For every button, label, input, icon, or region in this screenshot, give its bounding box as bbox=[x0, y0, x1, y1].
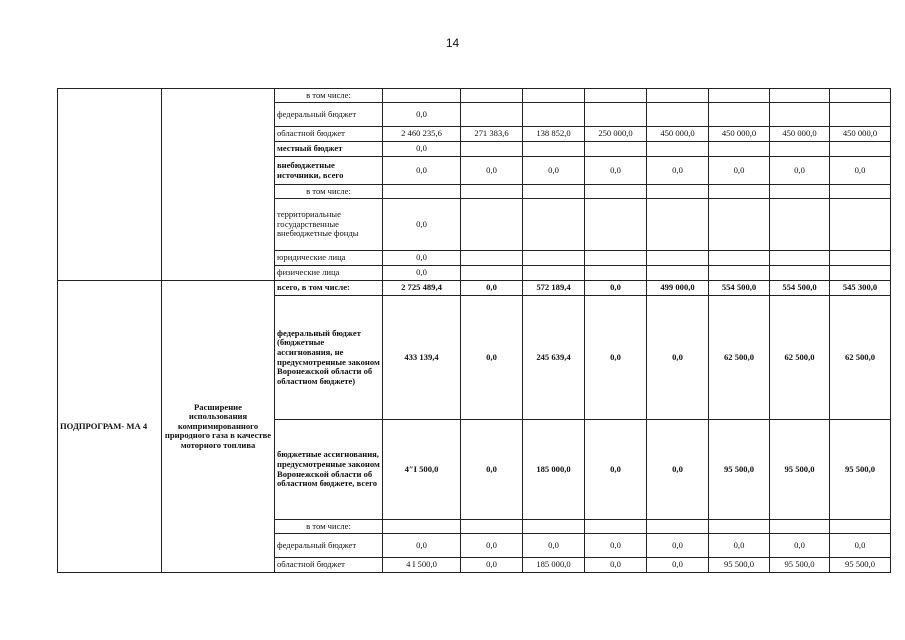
total-amount-cell: 4″I 500,0 bbox=[383, 420, 461, 520]
year-amount-cell bbox=[461, 520, 523, 534]
year-amount-cell bbox=[830, 520, 891, 534]
total-amount-cell: 0,0 bbox=[383, 534, 461, 558]
year-amount-cell bbox=[647, 142, 709, 157]
year-amount-cell: 545 300,0 bbox=[830, 281, 891, 296]
year-amount-cell bbox=[523, 520, 585, 534]
year-amount-cell bbox=[461, 185, 523, 199]
year-amount-cell bbox=[461, 251, 523, 266]
funding-source-label: федеральный бюджет (бюджетные ассигнования, не предусмотренные законом Воронежской области об областном бюджете) bbox=[275, 296, 383, 420]
year-amount-cell bbox=[770, 103, 830, 127]
year-amount-cell bbox=[585, 266, 647, 281]
total-amount-cell: 0,0 bbox=[383, 103, 461, 127]
year-amount-cell: 0,0 bbox=[770, 534, 830, 558]
year-amount-cell: 95 500,0 bbox=[770, 420, 830, 520]
year-amount-cell bbox=[461, 266, 523, 281]
year-amount-cell: 0,0 bbox=[647, 558, 709, 573]
year-amount-cell bbox=[830, 266, 891, 281]
total-amount-cell: 0,0 bbox=[383, 157, 461, 185]
year-amount-cell bbox=[585, 199, 647, 251]
year-amount-cell: 0,0 bbox=[709, 157, 770, 185]
year-amount-cell bbox=[461, 142, 523, 157]
total-amount-cell: 0,0 bbox=[383, 199, 461, 251]
year-amount-cell bbox=[830, 142, 891, 157]
funding-source-label: территориальные государственные внебюджетные фонды bbox=[275, 199, 383, 251]
year-amount-cell: 95 500,0 bbox=[709, 420, 770, 520]
year-amount-cell: 95 500,0 bbox=[830, 420, 891, 520]
year-amount-cell bbox=[770, 89, 830, 103]
funding-source-label: в том числе: bbox=[275, 520, 383, 534]
year-amount-cell: 250 000,0 bbox=[585, 127, 647, 142]
year-amount-cell: 185 000,0 bbox=[523, 558, 585, 573]
total-amount-cell: 2 460 235,6 bbox=[383, 127, 461, 142]
funding-source-label: областной бюджет bbox=[275, 558, 383, 573]
funding-source-label: в том числе: bbox=[275, 185, 383, 199]
year-amount-cell bbox=[585, 251, 647, 266]
funding-source-label: федеральный бюджет bbox=[275, 534, 383, 558]
funding-source-label: в том числе: bbox=[275, 89, 383, 103]
year-amount-cell bbox=[585, 142, 647, 157]
total-amount-cell: 433 139,4 bbox=[383, 296, 461, 420]
year-amount-cell: 62 500,0 bbox=[709, 296, 770, 420]
year-amount-cell bbox=[647, 199, 709, 251]
year-amount-cell bbox=[647, 251, 709, 266]
budget-table bbox=[57, 88, 891, 573]
year-amount-cell: 0,0 bbox=[585, 281, 647, 296]
total-amount-cell: 2 725 489,4 bbox=[383, 281, 461, 296]
year-amount-cell: 450 000,0 bbox=[709, 127, 770, 142]
year-amount-cell: 0,0 bbox=[585, 157, 647, 185]
year-amount-cell: 0,0 bbox=[647, 157, 709, 185]
total-amount-cell: 4 I 500,0 bbox=[383, 558, 461, 573]
funding-source-label: внебюджетные источники, всего bbox=[275, 157, 383, 185]
year-amount-cell bbox=[709, 266, 770, 281]
year-amount-cell bbox=[709, 103, 770, 127]
year-amount-cell: 0,0 bbox=[647, 420, 709, 520]
year-amount-cell bbox=[647, 266, 709, 281]
year-amount-cell bbox=[523, 89, 585, 103]
year-amount-cell: 499 000,0 bbox=[647, 281, 709, 296]
year-amount-cell: 95 500,0 bbox=[770, 558, 830, 573]
year-amount-cell: 138 852,0 bbox=[523, 127, 585, 142]
year-amount-cell: 0,0 bbox=[523, 157, 585, 185]
year-amount-cell: 0,0 bbox=[461, 157, 523, 185]
year-amount-cell: 0,0 bbox=[647, 296, 709, 420]
year-amount-cell: 0,0 bbox=[523, 534, 585, 558]
year-amount-cell bbox=[523, 251, 585, 266]
total-amount-cell: 0,0 bbox=[383, 251, 461, 266]
year-amount-cell bbox=[830, 185, 891, 199]
funding-source-label: областной бюджет bbox=[275, 127, 383, 142]
year-amount-cell bbox=[461, 103, 523, 127]
year-amount-cell: 95 500,0 bbox=[709, 558, 770, 573]
year-amount-cell: 245 639,4 bbox=[523, 296, 585, 420]
year-amount-cell: 572 189,4 bbox=[523, 281, 585, 296]
funding-source-label: бюджетные ассигнования, предусмотренные законом Воронежской области об областном бюджете, всего bbox=[275, 420, 383, 520]
funding-source-label: юридические лица bbox=[275, 251, 383, 266]
year-amount-cell bbox=[647, 103, 709, 127]
subprogram-name: Расширение использования компримированного природного газа в качестве моторного топлива bbox=[162, 281, 275, 573]
total-amount-cell: 0,0 bbox=[383, 142, 461, 157]
year-amount-cell: 0,0 bbox=[830, 157, 891, 185]
year-amount-cell: 0,0 bbox=[585, 296, 647, 420]
year-amount-cell bbox=[709, 251, 770, 266]
year-amount-cell bbox=[709, 199, 770, 251]
total-amount-cell bbox=[383, 520, 461, 534]
year-amount-cell bbox=[830, 251, 891, 266]
year-amount-cell: 0,0 bbox=[830, 534, 891, 558]
year-amount-cell: 450 000,0 bbox=[647, 127, 709, 142]
year-amount-cell bbox=[647, 89, 709, 103]
year-amount-cell: 62 500,0 bbox=[770, 296, 830, 420]
page-number: 14 bbox=[445, 36, 460, 50]
year-amount-cell bbox=[461, 199, 523, 251]
year-amount-cell bbox=[770, 520, 830, 534]
year-amount-cell: 0,0 bbox=[461, 558, 523, 573]
year-amount-cell bbox=[770, 199, 830, 251]
year-amount-cell bbox=[770, 142, 830, 157]
year-amount-cell bbox=[585, 520, 647, 534]
year-amount-cell: 0,0 bbox=[585, 558, 647, 573]
year-amount-cell: 554 500,0 bbox=[709, 281, 770, 296]
year-amount-cell bbox=[709, 185, 770, 199]
year-amount-cell bbox=[770, 266, 830, 281]
year-amount-cell bbox=[647, 185, 709, 199]
year-amount-cell: 185 000,0 bbox=[523, 420, 585, 520]
year-amount-cell bbox=[709, 520, 770, 534]
year-amount-cell bbox=[523, 199, 585, 251]
year-amount-cell: 450 000,0 bbox=[770, 127, 830, 142]
empty-program-cell bbox=[58, 89, 162, 281]
year-amount-cell: 0,0 bbox=[461, 281, 523, 296]
year-amount-cell bbox=[770, 185, 830, 199]
funding-source-label: всего, в том числе: bbox=[275, 281, 383, 296]
year-amount-cell: 0,0 bbox=[461, 420, 523, 520]
year-amount-cell: 95 500,0 bbox=[830, 558, 891, 573]
empty-name-cell bbox=[162, 89, 275, 281]
year-amount-cell bbox=[461, 89, 523, 103]
year-amount-cell: 554 500,0 bbox=[770, 281, 830, 296]
table-row bbox=[58, 89, 891, 103]
year-amount-cell: 0,0 bbox=[585, 534, 647, 558]
year-amount-cell: 0,0 bbox=[461, 296, 523, 420]
total-amount-cell: 0,0 bbox=[383, 266, 461, 281]
funding-source-label: местный бюджет bbox=[275, 142, 383, 157]
year-amount-cell bbox=[523, 185, 585, 199]
total-amount-cell bbox=[383, 89, 461, 103]
year-amount-cell bbox=[830, 103, 891, 127]
year-amount-cell bbox=[770, 251, 830, 266]
year-amount-cell bbox=[585, 89, 647, 103]
total-amount-cell bbox=[383, 185, 461, 199]
year-amount-cell bbox=[523, 266, 585, 281]
year-amount-cell bbox=[585, 103, 647, 127]
subprogram-code: ПОДПРОГРАМ- МА 4 bbox=[58, 281, 162, 573]
year-amount-cell: 0,0 bbox=[585, 420, 647, 520]
table-row bbox=[58, 281, 891, 296]
year-amount-cell bbox=[830, 199, 891, 251]
year-amount-cell: 450 000,0 bbox=[830, 127, 891, 142]
year-amount-cell: 0,0 bbox=[770, 157, 830, 185]
year-amount-cell bbox=[647, 520, 709, 534]
funding-source-label: федеральный бюджет bbox=[275, 103, 383, 127]
year-amount-cell: 0,0 bbox=[461, 534, 523, 558]
funding-source-label: физические лица bbox=[275, 266, 383, 281]
year-amount-cell: 271 383,6 bbox=[461, 127, 523, 142]
year-amount-cell bbox=[709, 89, 770, 103]
year-amount-cell bbox=[523, 103, 585, 127]
year-amount-cell bbox=[709, 142, 770, 157]
year-amount-cell: 0,0 bbox=[709, 534, 770, 558]
year-amount-cell bbox=[585, 185, 647, 199]
year-amount-cell: 0,0 bbox=[647, 534, 709, 558]
year-amount-cell bbox=[830, 89, 891, 103]
year-amount-cell: 62 500,0 bbox=[830, 296, 891, 420]
year-amount-cell bbox=[523, 142, 585, 157]
